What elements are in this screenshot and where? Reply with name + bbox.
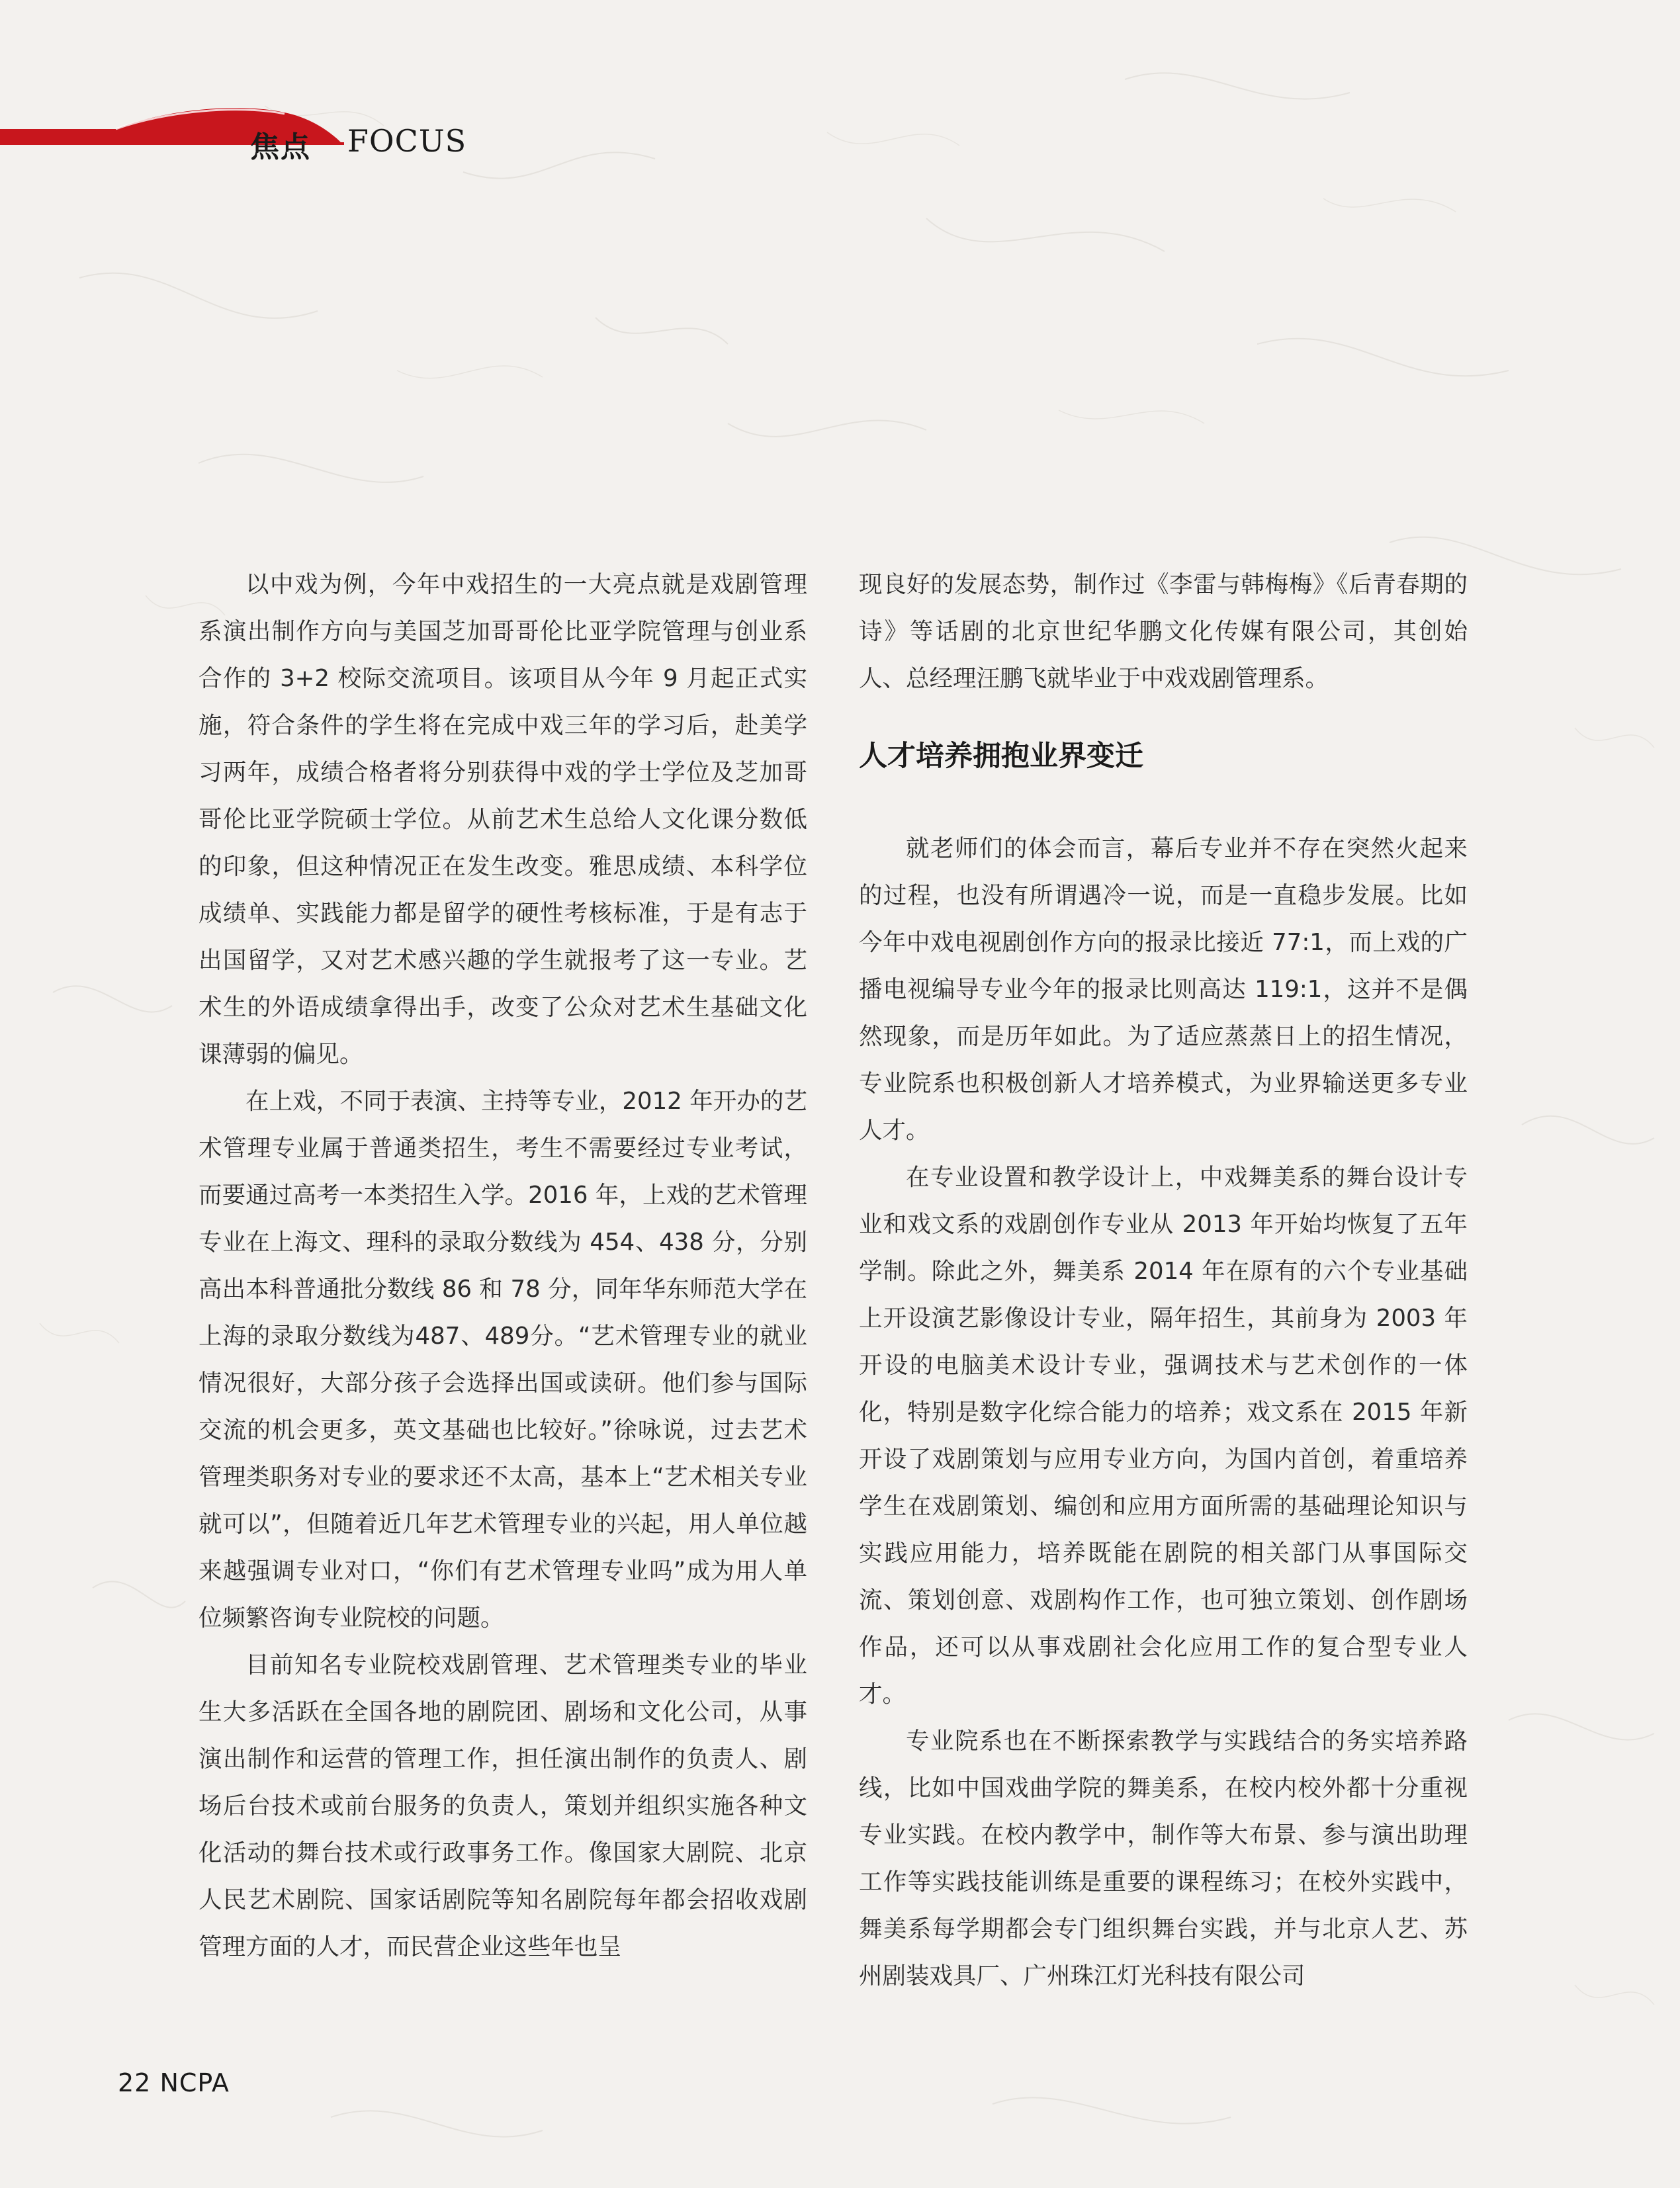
paragraph-continuation: 现良好的发展态势，制作过《李雷与韩梅梅》《后青春期的诗》等话剧的北京世纪华鹏文化传媒有限公司，其创始人、总经理汪鹏飞就毕业于中戏戏剧管理系。 [859, 571, 1468, 692]
section-label-chinese: 焦点 [250, 130, 311, 164]
paragraph: 专业院系也在不断探索教学与实践结合的务实培养路线，比如中国戏曲学院的舞美系，在校内校外都十分重视专业实践。在校内教学中，制作等大布景、参与演出助理工作等实践技能训练是重要的课程练习；在校外实践中，舞美系每学期都会专门组织舞台实践，并与北京人艺、苏州剧装戏具厂、广州珠江灯光科技有限公司 [859, 1728, 1468, 1990]
page-folio [118, 2068, 230, 2097]
right-text-column [859, 561, 1468, 1999]
paragraph: 目前知名专业院校戏剧管理、艺术管理类专业的毕业生大多活跃在全国各地的剧院团、剧场和文化公司，从事演出制作和运营的管理工作，担任演出制作的负责人、剧场后台技术或前台服务的负责人，策划并组织实施各种文化活动的舞台技术或行政事务工作。像国家大剧院、北京人民艺术剧院、国家话剧院等知名剧院每年都会招收戏剧管理方面的人才，而民营企业这些年也呈 [199, 1651, 807, 1960]
publication-name: NCPA [159, 2068, 230, 2097]
paragraph: 在专业设置和教学设计上，中戏舞美系的舞台设计专业和戏文系的戏剧创作专业从 2013 年开始均恢复了五年学制。除此之外，舞美系 2014 年在原有的六个专业基础上开设演艺影像设计专业，隔年招生，其前身为 2003 年开设的电脑美术设计专业，强调技术与艺术创作的一体化，特别是数字化综合能力的培养；戏文系在 2015 年新开设了戏剧策划与应用专业方向，为国内首创，着重培养学生在戏剧策划、编创和应用方面所需的基础理论知识与实践应用能力，培养既能在剧院的相关部门从事国际交流、策划创意、戏剧构作工作，也可独立策划、创作剧场作品，还可以从事戏剧社会化应用工作的复合型专业人才。 [859, 1164, 1468, 1708]
paragraph: 就老师们的体会而言，幕后专业并不存在突然火起来的过程，也没有所谓遇冷一说，而是一直稳步发展。比如今年中戏电视剧创作方向的报录比接近 77:1，而上戏的广播电视编导专业今年的报录比则高达 119:1，这并不是偶然现象，而是历年如此。为了适应蒸蒸日上的招生情况，专业院系也积极创新人才培养模式，为业界输送更多专业人才。 [859, 835, 1468, 1144]
page-number: 22 [118, 2068, 152, 2097]
paragraph: 以中戏为例，今年中戏招生的一大亮点就是戏剧管理系演出制作方向与美国芝加哥哥伦比亚学院管理与创业系合作的 3+2 校际交流项目。该项目从今年 9 月起正式实施，符合条件的学生将在完成中戏三年的学习后，赴美学习两年，成绩合格者将分别获得中戏的学士学位及芝加哥哥伦比亚学院硕士学位。从前艺术生总给人文化课分数低的印象，但这种情况正在发生改变。雅思成绩、本科学位成绩单、实践能力都是留学的硬性考核标准，于是有志于出国留学，又对艺术感兴趣的学生就报考了这一专业。艺术生的外语成绩拿得出手，改变了公众对艺术生基础文化课薄弱的偏见。 [199, 571, 807, 1068]
paragraph: 在上戏，不同于表演、主持等专业，2012 年开办的艺术管理专业属于普通类招生，考生不需要经过专业考试，而要通过高考一本类招生入学。2016 年，上戏的艺术管理专业在上海文、理科的录取分数线为 454、438 分，分别高出本科普通批分数线 86 和 78 分，同年华东师范大学在上海的录取分数线为487、489分。“艺术管理专业的就业情况很好，大部分孩子会选择出国或读研。他们参与国际交流的机会更多，英文基础也比较好。”徐咏说，过去艺术管理类职务对专业的要求还不太高，基本上“艺术相关专业就可以”，但随着近几年艺术管理专业的兴起，用人单位越来越强调专业对口，“你们有艺术管理专业吗”成为用人单位频繁咨询专业院校的问题。 [199, 1088, 807, 1632]
section-heading: 人才培养拥抱业界变迁 [859, 740, 1143, 773]
section-label-english: FOCUS [347, 123, 467, 159]
left-text-column [199, 561, 807, 1970]
